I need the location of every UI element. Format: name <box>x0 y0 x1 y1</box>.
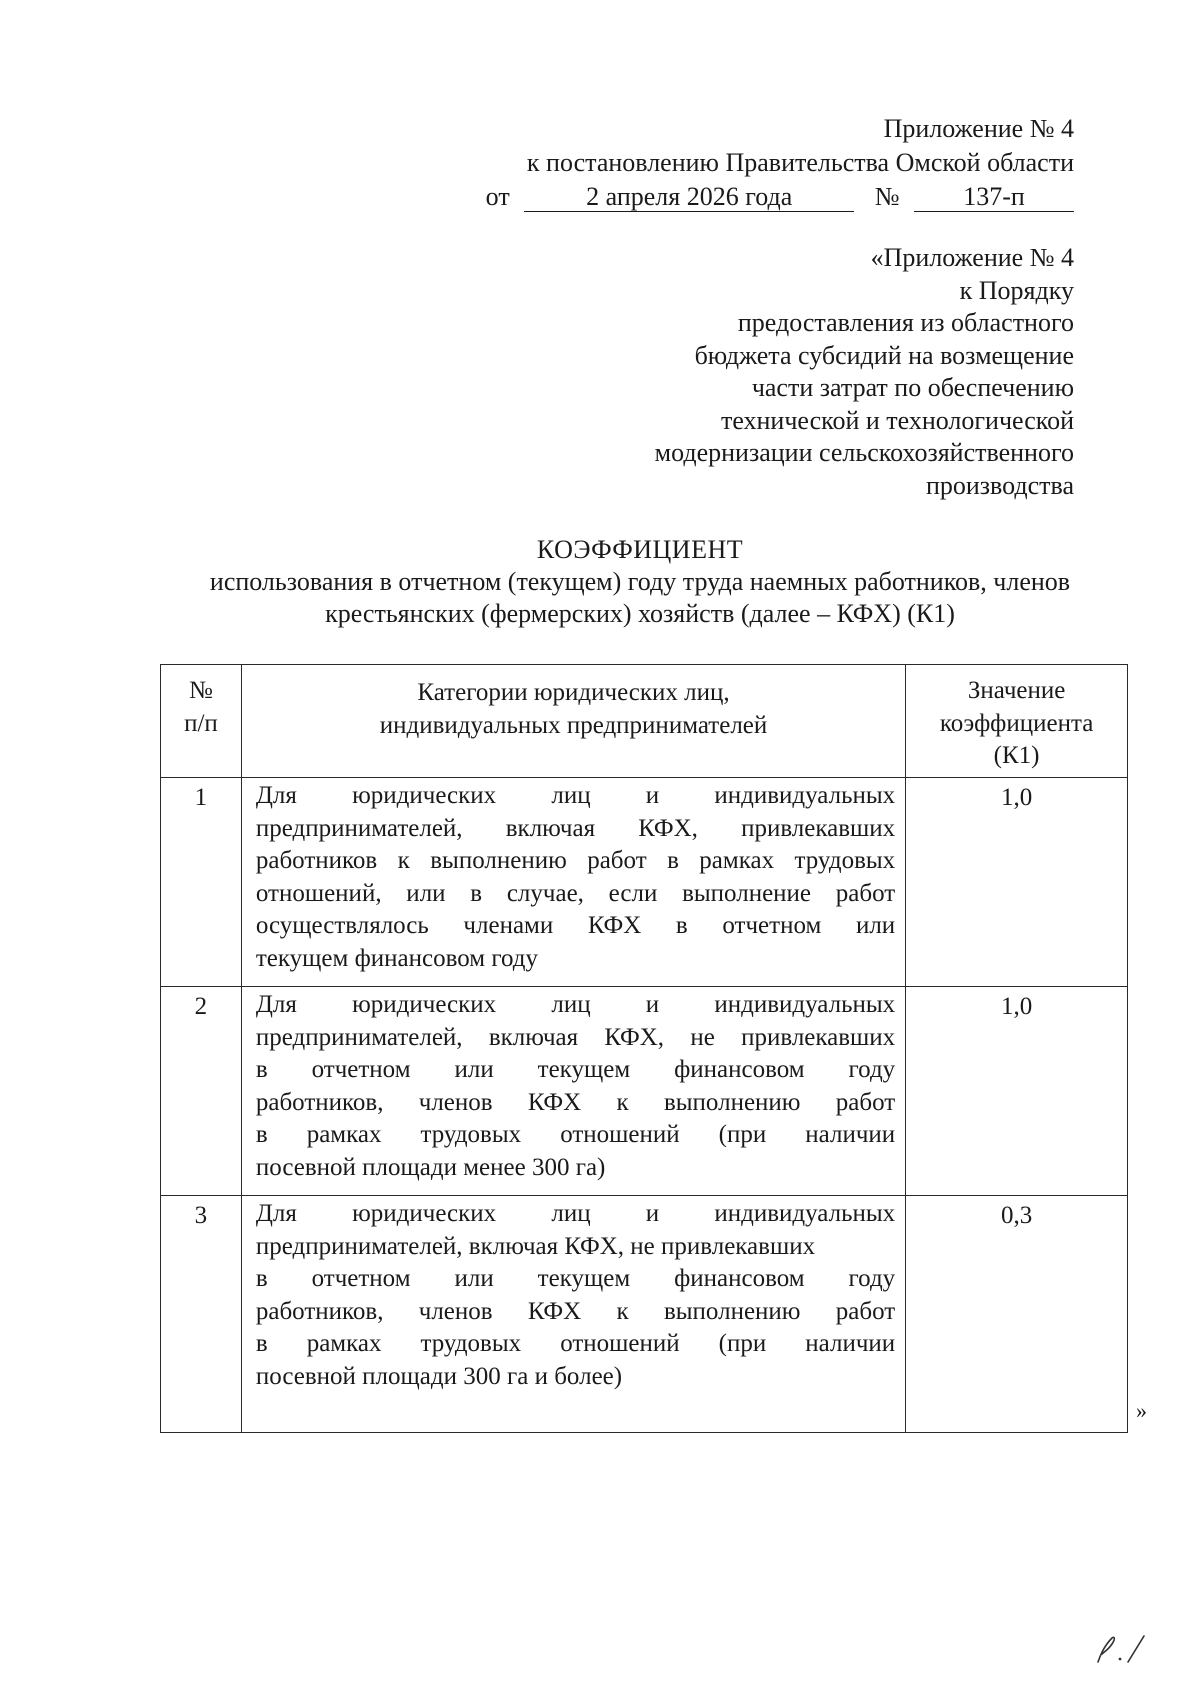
annex-line: «Приложение № 4 <box>870 243 1074 272</box>
category-line: Для юридических лиц и индивидуальных <box>255 782 896 809</box>
title-subtitle-line: использования в отчетном (текущем) году труда наемных работников, членов <box>209 567 1071 596</box>
row-category <box>241 987 905 1196</box>
decree-date: 2 апреля 2026 года <box>524 183 854 212</box>
header-value-label: коэффициента <box>939 709 1094 737</box>
category-text <box>256 780 895 975</box>
row-number: 1 <box>161 778 242 987</box>
category-text <box>256 1198 895 1393</box>
header-category-label: индивидуальных предпринимателей <box>379 711 768 739</box>
category-line: отношений, или в случае, если выполнение работ <box>255 879 896 907</box>
row-coefficient-value: 0,3 <box>906 1196 1128 1433</box>
annex-line: модернизации сельскохозяйственного <box>654 438 1074 467</box>
category-line: предпринимателей, включая КФХ, не привлекавших <box>255 1232 816 1260</box>
row-category <box>241 1196 905 1433</box>
row-number: 2 <box>161 987 242 1196</box>
category-line: в рамках трудовых отношений (при наличии <box>255 1330 896 1357</box>
decree-header <box>486 112 1074 214</box>
category-line: в отчетном или текущем финансовом году <box>255 1265 896 1292</box>
number-sign: № <box>874 182 900 211</box>
coefficient-table <box>160 664 1128 1433</box>
table-header-row <box>161 665 1128 778</box>
category-line: Для юридических лиц и индивидуальных <box>255 1200 896 1227</box>
document-title <box>160 534 1120 630</box>
title-heading: КОЭФФИЦИЕНТ <box>536 535 744 564</box>
annex-number: Приложение № 4 <box>883 114 1074 143</box>
category-line: Для юридических лиц и индивидуальных <box>255 991 896 1018</box>
category-line: в рамках трудовых отношений (при наличии <box>255 1121 896 1148</box>
category-line: предпринимателей, включая КФХ, привлекавших <box>255 814 896 842</box>
category-line: работников, членов КФХ к выполнению работ <box>255 1088 896 1116</box>
decree-reference: к постановлению Правительства Омской области <box>526 148 1074 177</box>
row-number: 3 <box>161 1196 242 1433</box>
header-category-cell <box>241 665 905 778</box>
annex-line: технической и технологической <box>720 405 1074 435</box>
header-value-cell <box>906 665 1128 778</box>
category-line: работников, членов КФХ к выполнению работ <box>255 1297 896 1325</box>
annex-line: бюджета субсидий на возмещение <box>694 340 1074 370</box>
annex-line: предоставления из областного <box>737 308 1074 337</box>
header-value-label: (К1) <box>993 742 1040 769</box>
category-line: посевной площади 300 га и более) <box>255 1362 623 1390</box>
decree-date-line <box>486 180 1074 214</box>
category-line: текущем финансовом году <box>255 944 538 972</box>
category-text <box>256 989 895 1184</box>
category-line: в отчетном или текущем финансовом году <box>255 1056 896 1083</box>
table-row <box>161 778 1128 987</box>
category-line: осуществлялось членами КФХ в отчетном или <box>255 912 896 939</box>
annex-line: к Порядку <box>959 275 1074 305</box>
decree-number: 137-п <box>914 183 1074 212</box>
closing-quote: » <box>1136 1398 1147 1423</box>
table-row <box>161 1196 1128 1433</box>
title-subtitle-line: крестьянских (фермерских) хозяйств (далее – КФХ) (К1) <box>325 599 955 628</box>
row-category <box>241 778 905 987</box>
row-coefficient-value: 1,0 <box>906 778 1128 987</box>
annex-line: части затрат по обеспечению <box>751 373 1074 402</box>
header-value-label: Значение <box>967 677 1066 704</box>
row-coefficient-value: 1,0 <box>906 987 1128 1196</box>
header-number-cell <box>161 665 242 778</box>
annex-line: производства <box>925 470 1074 500</box>
table-row <box>161 987 1128 1196</box>
date-prefix: от <box>485 182 510 211</box>
category-line: предпринимателей, включая КФХ, не привлекавших <box>255 1023 896 1051</box>
header-number-label: № <box>189 677 213 704</box>
category-line: посевной площади менее 300 га) <box>255 1153 606 1181</box>
header-number-label: п/п <box>184 709 218 737</box>
header-category-label: Категории юридических лиц, <box>417 679 730 706</box>
category-line: работников к выполнению работ в рамках трудовых <box>255 847 896 874</box>
handwritten-initials-mark <box>1088 1632 1152 1666</box>
annex-reference <box>655 242 1074 502</box>
